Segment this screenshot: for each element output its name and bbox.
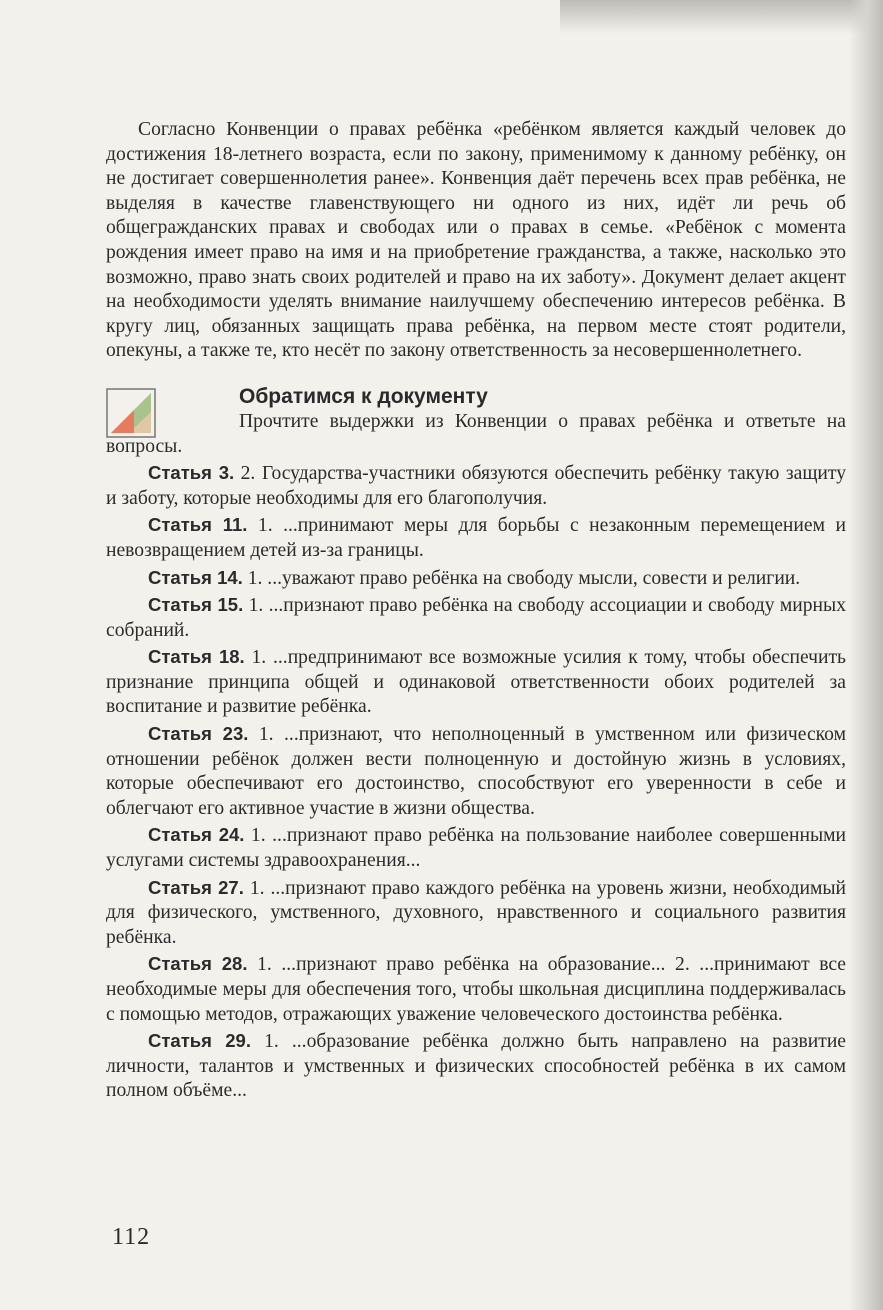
- article-label: Статья 29.: [148, 1030, 251, 1052]
- article-label: Статья 14.: [148, 566, 243, 588]
- section-title: Обратимся к документу: [239, 384, 488, 408]
- section-lead: Прочтите выдержки из Конвенции о правах ребёнка и ответьте на вопросы.: [106, 410, 846, 457]
- article-15: [106, 593, 846, 643]
- article-label: Статья 15.: [148, 594, 244, 616]
- article-label: Статья 3.: [148, 462, 235, 484]
- article-23: [106, 722, 846, 821]
- page-content: [106, 118, 846, 1104]
- article-label: Статья 23.: [148, 723, 249, 745]
- article-text: 1. ...признают право каждого ребёнка на уровень жизни, необходимый для физического, умственного, духовного, нравственного и социального развития ребёнка.: [106, 877, 846, 948]
- article-text: 2. Государства-участники обязуются обеспечить ребёнку такую защиту и заботу, которые необходимы для его благополучия.: [106, 463, 846, 509]
- article-3: [106, 461, 846, 511]
- article-label: Статья 28.: [148, 953, 248, 975]
- article-text: 1. ...признают право ребёнка на пользование наиболее совершенными услугами системы здравоохранения...: [106, 825, 846, 872]
- document-section: [106, 384, 846, 1104]
- article-text: 1. ...образование ребёнка должно быть направлено на развитие личности, талантов и умственных и физических способностей ребёнка в их самом полном объёме...: [106, 1031, 846, 1102]
- article-label: Статья 24.: [148, 824, 245, 846]
- article-label: Статья 18.: [148, 646, 245, 668]
- article-11: [106, 513, 846, 563]
- article-24: [106, 823, 846, 873]
- page-top-shadow: [560, 0, 883, 34]
- article-18: [106, 645, 846, 720]
- article-label: Статья 11.: [148, 514, 248, 536]
- article-text: 1. ...признают, что неполноценный в умственном или физическом отношении ребёнок должен вести полноценную и достойную жизнь в условиях, которые обеспечивают его достоинство, способствуют его уверенности в себе и облегчают его активное участие в жизни общества.: [106, 724, 846, 819]
- page-number: 112: [112, 1224, 151, 1250]
- article-text: 1. ...принимают меры для борьбы с незаконным перемещением и невозвращением детей из-за границы.: [106, 515, 846, 561]
- page-edge-shadow: [849, 0, 883, 1310]
- article-text: 1. ...признают право ребёнка на свободу ассоциации и свободу мирных собраний.: [106, 595, 846, 641]
- article-28: [106, 952, 846, 1027]
- article-text: 1. ...предпринимают все возможные усилия к тому, чтобы обеспечить признание принципа общей и одинаковой ответственности обоих родителей за воспитание и развитие ребёнка.: [106, 647, 846, 718]
- article-label: Статья 27.: [148, 876, 244, 898]
- article-text: 1. ...признают право ребёнка на образование... 2. ...принимают все необходимые меры для обеспечения того, чтобы школьная дисциплина поддерживалась с помощью методов, отражающих уважение человеческого достоинства ребёнка.: [106, 954, 847, 1025]
- article-text: 1. ...уважают право ребёнка на свободу мысли, совести и религии.: [242, 567, 801, 589]
- article-29: [106, 1029, 846, 1104]
- intro-paragraph: Согласно Конвенции о правах ребёнка «ребёнком является каждый человек до достижения 18-летнего возраста, если по закону, применимому к данному ребёнку, он не достигает совершеннолетия ранее». Конвенция даёт перечень всех прав ребёнка, не выделяя в качестве главенствующего ни одного из них, идёт ли речь об общегражданских правах и свободах или о правах в семье. «Ребёнок с момента рождения имеет право на имя и на приобретение гражданства, а также, насколько это возможно, право знать своих родителей и право на их заботу». Документ делает акцент на необходимости уделять внимание наилучшему обеспечению интересов ребёнка. В кругу лиц, обязанных защищать права ребёнка, на первом месте стоят родители, опекуны, а также те, кто несёт по закону ответственность за несовершеннолетнего.: [106, 119, 846, 362]
- article-14: [106, 566, 846, 592]
- article-27: [106, 876, 846, 951]
- document-triangle-icon: [106, 388, 156, 438]
